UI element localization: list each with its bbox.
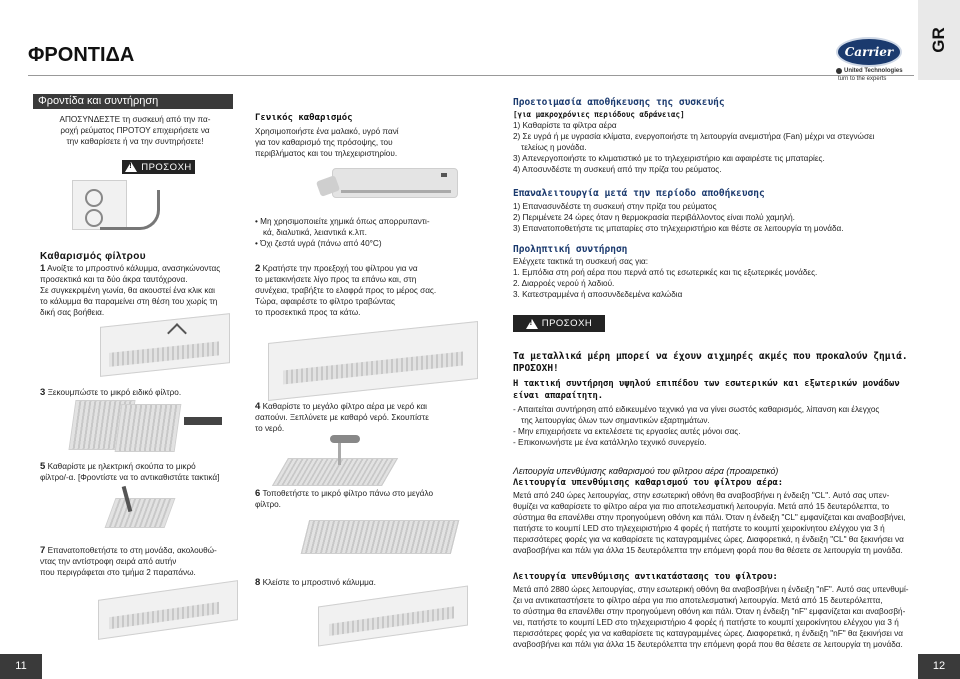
disconnect-warning: ΑΠΟΣΥΝΔΕΣΤΕ τη συσκευή από την πα- ροχή ρεύματος ΠΡΟΤΟΥ επιχειρήσετε να την καθαρίσετε ή να την συντηρήσετε! xyxy=(59,115,211,146)
restart-title: Επαναλειτουργία μετά την περίοδο αποθήκευσης xyxy=(513,188,765,199)
reminder-title: Λειτουργία υπενθύμισης καθαρισμού του φίλτρου αέρα (προαιρετικό) xyxy=(513,466,779,476)
step-4: 4 Καθαρίστε το μεγάλο φίλτρο αέρα με νερό και σαπούνι. Ξεπλύνετε με καθαρό νερό. Σκουπίστε το νερό. xyxy=(255,401,429,433)
step-1: 1 Ανοίξτε το μπροστινό κάλυμμα, ανασηκώνοντας προσεκτικά και τα δύο άκρα ταυτόχρονα. Σε συγκεκριμένη γωνία, θα ακουστεί ένα κλικ και το κάλυμμα θα παραμείνει στη θέση του χωρίς τη δική σας βοήθεια. xyxy=(40,263,221,317)
general-cleaning-title: Γενικός καθαρισμός xyxy=(255,113,353,123)
vacuum-filter-illustration xyxy=(105,498,176,528)
storage-title: Προετοιμασία αποθήκευσης της συσκευής xyxy=(513,97,725,108)
step-5: 5 Καθαρίστε με ηλεκτρική σκούπα το μικρό φίλτρο/-α. [Φροντίστε να το αντικαθιστάτε τακτικά] xyxy=(40,461,220,482)
pro-maintenance-title: Η τακτική συντήρηση υψηλού επιπέδου των εσωτερικών και εξωτερικών μονάδων είναι απαραίτητη. xyxy=(513,379,900,401)
caution-badge-left: ! ΠΡΟΣΟΧΗ xyxy=(122,160,195,174)
step-6: 6 Τοποθετήστε το μικρό φίλτρο πάνω στο μεγάλο φίλτρο. xyxy=(255,488,434,509)
step-8: 8 Κλείστε το μπροστινό κάλυμμα. xyxy=(255,577,376,588)
step-2: 2 Κρατήστε την προεξοχή του φίλτρου για να το μετακινήσετε λίγο προς τα επάνω και, στη συνέχεια, τραβήξτε το ελαφρά προς το μέρος σας. Τώρα, αφαιρέστε το φίλτρο τραβώντας το προσεκτικά προς τα κάτω. xyxy=(255,263,437,317)
page-title: ΦΡΟΝΤΙΔΑ xyxy=(28,44,135,66)
filter-strip-illustration xyxy=(184,417,222,425)
replace-title: Λειτουργία υπενθύμισης αντικατάστασης του φίλτρου: xyxy=(513,572,778,582)
water-stream xyxy=(338,443,341,465)
preventive-list: Ελέγχετε τακτικά τη συσκευή σας για: 1. Εμπόδια στη ροή αέρα που περνά από τις εσωτερικές και τις εξωτερικές μονάδες. 2. Διαρροές νερού ή λαδιού. 3. Κατεστραμμένα ή αποσυνδεδεμένα καλώδια xyxy=(513,257,818,299)
step-3: 3 Ξεκουμπώστε το μικρό ειδικό φίλτρο. xyxy=(40,387,182,398)
pro-maintenance-list: - Απαιτείται συντήρηση από ειδικευμένο τεχνικό για να γίνει σωστός καθαρισμός, λίπανση και έλεγχος της λειτουργίας όλων των σημαντικών εξαρτημάτων. - Μην επιχειρήσετε να εκτελέσετε τις εργασίες αυτές μόνοι σας. - Επικοινωνήστε με ένα κατάλληλο τεχνικό συνεργείο. xyxy=(513,405,880,447)
preventive-title: Προληπτική συντήρηση xyxy=(513,244,628,255)
brand-tagline: turn to the experts xyxy=(838,76,887,82)
storage-list: 1) Καθαρίστε τα φίλτρα αέρα 2) Σε υγρά ή με υγρασία κλίματα, ενεργοποιήστε τη λειτουργία ανεμιστήρα (Fan) μέχρι να στεγνώσει τελείως η μονάδα. 3) Απενεργοποιήστε το κλιματιστικό με το τηλεχειριστήριο και αφαιρέστε τις μπαταρίες. 4) Αποσυνδέστε τη συσκευή από την πρίζα του ρεύματος. xyxy=(513,121,875,174)
close-cover-illustration xyxy=(318,585,468,646)
brand-name: Carrier xyxy=(844,45,894,59)
reminder-subtitle: Λειτουργία υπενθύμισης καθαρισμού του φίλτρου αέρα: xyxy=(513,478,784,488)
plug-cable xyxy=(100,190,160,230)
header-rule xyxy=(28,75,914,76)
page-number-left: 11 xyxy=(0,654,42,679)
indoor-unit-illustration xyxy=(332,168,458,198)
storage-subtitle: [για μακροχρόνιες περιόδους αδράνειας] xyxy=(513,110,685,119)
language-tab xyxy=(918,0,960,80)
general-cleaning-text: Χρησιμοποιήστε ένα μαλακό, υγρό πανί για τον καθαρισμό της πρόσοψης, του περιβλήματος και του τηλεχειριστηρίου. xyxy=(255,127,399,158)
filter-section-title: Καθαρισμός φίλτρου xyxy=(40,251,146,262)
step-7: 7 Επανατοποθετήστε το στη μονάδα, ακολουθώ- ντας την αντίστροφη σειρά από αυτήν που περιγράφεται στο τμήμα 2 παραπάνω. xyxy=(40,545,217,577)
open-cover-illustration xyxy=(100,313,230,377)
page-number-right: 12 xyxy=(918,654,960,679)
wash-filter-illustration xyxy=(272,458,398,486)
section-bar: Φροντίδα και συντήρηση xyxy=(33,94,233,109)
ut-icon xyxy=(836,68,842,74)
cleaning-precautions: • Μη χρησιμοποιείτε χημικά όπως απορρυπαντι- κά, διαλυτικά, λειαντικά κ.λπ. • Όχι ζεστά υγρά (πάνω από 40°C) xyxy=(255,217,430,248)
reinstall-illustration xyxy=(98,580,238,640)
replace-text: Μετά από 2880 ώρες λειτουργίας, στην εσωτερική οθόνη θα αναβοσβήνει η ένδειξη "nF". Αυτό σας υπενθυμί- ζει να αντικαταστήσετε το φίλτρο αέρα για πιο αποτελεσματική λειτουργία. Μετά από 15 δευτερόλεπτα, το σύστημα θα επανέλθει στην προηγούμενη οθόνη και πάλι. Όταν η ένδειξη "nF" εμφανίζεται και αναβοσβή- νει, πατήστε το κουμπί LED στο τηλεχειριστήριο 4 φορές ή πατήστε το κουμπί χειροκίνητου ελέγχου για 3 ή περισσότερες φορές για να καθαρίσετε τις καταγραμμένες ώρες. Διαφορετικά, η ένδειξη "nF" θα ξεκινήσει να αναβοσβήνει και πάλι για άλλα 15 δευτερόλεπτα την επόμενη φορά που θα θέσετε σε λειτουργία τη μονάδα. xyxy=(513,585,909,649)
remove-filter-illustration xyxy=(268,321,478,401)
warning-icon xyxy=(125,162,137,172)
caution-badge-right: ! ΠΡΟΣΟΧΗ xyxy=(513,315,605,332)
brand-logo xyxy=(836,37,902,67)
reminder-text: Μετά από 240 ώρες λειτουργίας, στην εσωτερική οθόνη θα αναβοσβήνει η ένδειξη "CL". Αυτό σας υπεν- θυμίζει να καθαρίσετε το φίλτρο αέρα για πιο αποτελεσματική λειτουργία. Μετά από 15 δευτερόλεπτα, το σύστημα θα επανέλθει στην προηγούμενη οθόνη και πάλι. Όταν η ένδειξη "CL" εμφανίζεται και αναβοσβήνει, πατήστε το κουμπί LED στο τηλεχειριστήριο 4 φορές ή πατήστε το κουμπί χειροκίνητου ελέγχου για 3 ή περισσότερες φορές για να καθαρίσετε τις καταγραμμένες ώρες. Διαφορετικά, η ένδειξη "CL" θα ξεκινήσει να αναβοσβήνει και πάλι για άλλα 15 δευτερόλεπτα την επόμενη φορά που θα θέσετε σε λειτουργία τη μονάδα. xyxy=(513,491,906,555)
metal-parts-warning: Τα μεταλλικά μέρη μπορεί να έχουν αιχμηρές ακμές που προκαλούν ζημιά. ΠΡΟΣΟΧΗ! xyxy=(513,351,908,374)
faucet-illustration xyxy=(330,435,360,443)
small-filter-illustration-2 xyxy=(115,404,182,452)
warning-icon xyxy=(526,319,538,329)
language-code: GR xyxy=(929,27,948,53)
brand-sub: United Technologies xyxy=(836,68,903,74)
restart-list: 1) Επανασυνδέστε τη συσκευή στην πρίζα του ρεύματος 2) Περιμένετε 24 ώρες όταν η θερμοκρασία περιβάλλοντος είναι πολύ χαμηλή. 3) Επανατοποθετήστε τις μπαταρίες στο τηλεχειριστήριο και θέστε σε λειτουργία τη μονάδα. xyxy=(513,202,844,233)
filters-assembled-illustration xyxy=(301,520,459,554)
